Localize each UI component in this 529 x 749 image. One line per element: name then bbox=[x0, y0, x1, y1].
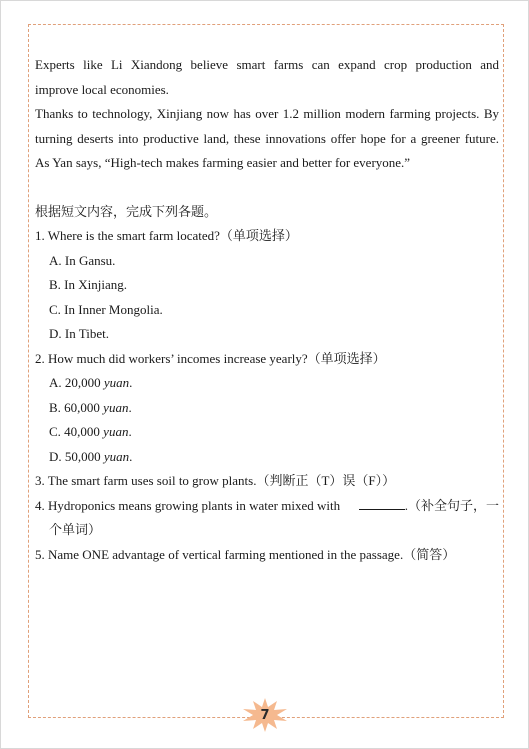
question-4 bbox=[35, 494, 499, 519]
passage-p3: As Yan says, “High-tech makes farming easier and better for everyone.” bbox=[35, 155, 411, 170]
question-1: 1. Where is the smart farm located?（单项选择） bbox=[35, 228, 298, 243]
page-number-badge bbox=[241, 697, 289, 733]
question-2-option-c: C. 40,000 yuan. bbox=[49, 424, 132, 439]
passage-p1-line1: Experts like Li Xiandong believe smart farms can expand crop production and bbox=[35, 57, 499, 72]
question-4-text-before: 4. Hydroponics means growing plants in water mixed with bbox=[35, 497, 341, 513]
question-1-option-c: C. In Inner Mongolia. bbox=[49, 301, 163, 317]
question-2-option-b: B. 60,000 yuan. bbox=[49, 399, 132, 415]
question-2: 2. How much did workers’ incomes increase yearly?（单项选择） bbox=[35, 350, 386, 366]
question-1-option-d: D. In Tibet. bbox=[49, 326, 109, 341]
question-4-blank-wrap bbox=[359, 494, 499, 519]
question-2-option-d: D. 50,000 yuan. bbox=[49, 448, 133, 464]
passage-p2-line2: turning deserts into productive land, these innovations offer hope for a greener future. bbox=[35, 130, 499, 146]
question-4-line2: 个单词） bbox=[49, 522, 102, 537]
page-number: 7 bbox=[260, 707, 270, 723]
question-5: 5. Name ONE advantage of vertical farming mentioned in the passage.（简答） bbox=[35, 546, 456, 562]
question-2-option-a: A. 20,000 yuan. bbox=[49, 375, 133, 390]
passage-p1-line2: improve local economies. bbox=[35, 81, 169, 97]
question-4-text-after: .（补全句子，一 bbox=[404, 497, 499, 513]
passage-p2-line1: Thanks to technology, Xinjiang now has over 1.2 million modern farming projects. By bbox=[35, 106, 499, 121]
question-1-option-b: B. In Xinjiang. bbox=[49, 277, 127, 292]
question-3: 3. The smart farm uses soil to grow plants.（判断正（T）误（F）） bbox=[35, 473, 396, 488]
page-content bbox=[35, 53, 499, 567]
task-instruction: 根据短文内容，完成下列各题。 bbox=[35, 203, 218, 219]
question-1-option-a: A. In Gansu. bbox=[49, 252, 116, 268]
answer-blank bbox=[359, 497, 405, 510]
